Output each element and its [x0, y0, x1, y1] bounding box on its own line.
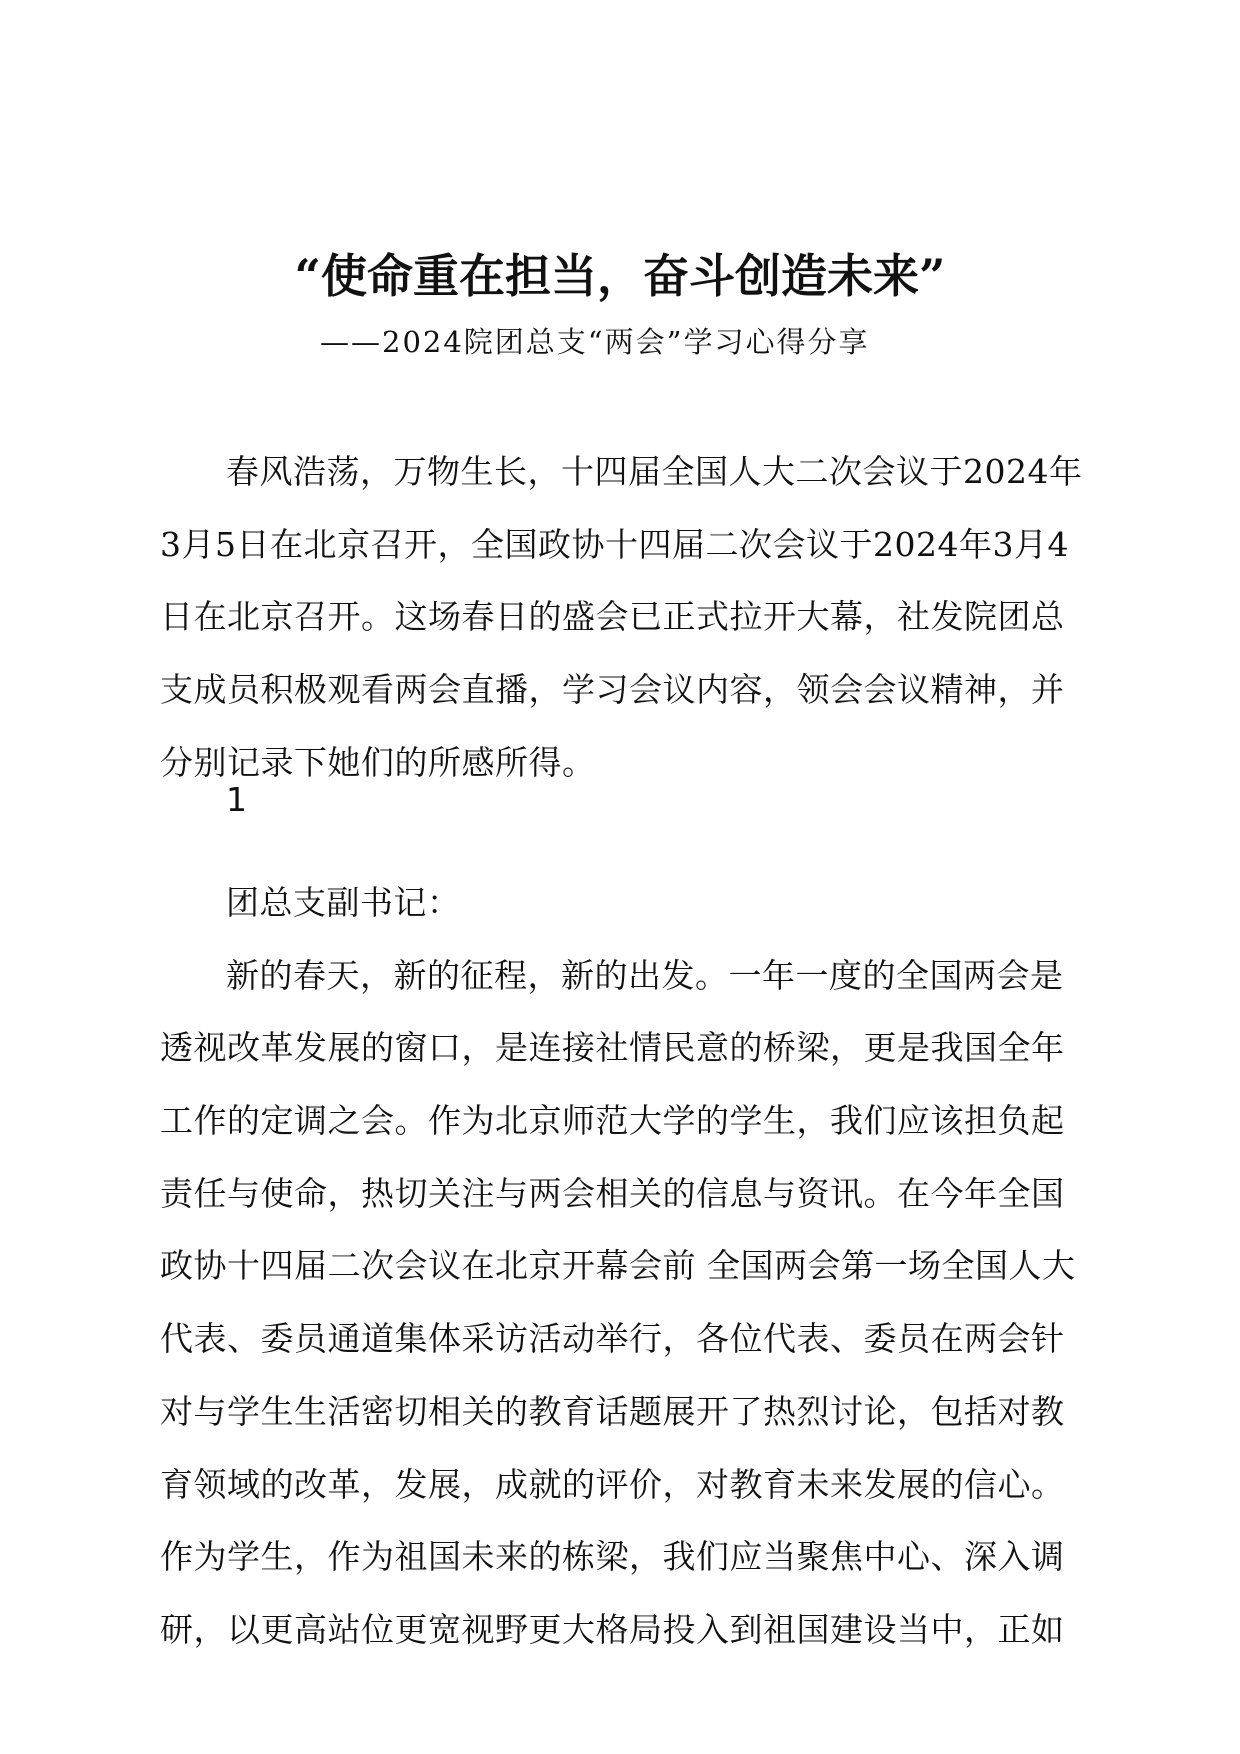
text-line: 日在北京召开。这场春日的盛会已正式拉开大幕，社发院团总: [160, 597, 1065, 637]
document-subtitle: ——2024院团总支“两会”学习心得分享: [320, 325, 870, 359]
section-number-block: [160, 764, 1080, 837]
text-line: 春风浩荡，万物生长，十四届全国人大二次会议于2024年: [226, 452, 1083, 491]
section-block: [160, 867, 1080, 1667]
text-line: 3月5日在北京召开，全国政协十四届二次会议于2024年3月4: [160, 524, 1069, 564]
section-heading: 团总支副书记：: [226, 883, 461, 922]
intro-paragraph: [160, 436, 1083, 799]
text-line: 透视改革发展的窗口，是连接社情民意的桥梁，更是我国全年: [160, 1028, 1065, 1068]
text-line: 育领域的改革，发展，成就的评价，对教育未来发展的信心。: [160, 1464, 1065, 1504]
section-number: 1: [226, 780, 248, 819]
text-line: 支成员积极观看两会直播，学习会议内容，领会会议精神，并: [160, 670, 1065, 710]
text-line: 代表、委员通道集体采访活动举行，各位代表、委员在两会针: [160, 1319, 1065, 1359]
text-line: 对与学生生活密切相关的教育话题展开了热烈讨论，包括对教: [160, 1391, 1065, 1431]
document-title: “使命重在担当，奋斗创造未来”: [294, 249, 946, 303]
text-line: 工作的定调之会。作为北京师范大学的学生，我们应该担负起: [160, 1101, 1065, 1141]
text-line: 新的春天，新的征程，新的出发。一年一度的全国两会是: [226, 955, 1064, 995]
text-line: 分别记录下她们的所感所得。: [160, 742, 596, 782]
text-line: 责任与使命，热切关注与两会相关的信息与资讯。在今年全国: [160, 1173, 1065, 1213]
text-line: 研，以更高站位更宽视野更大格局投入到祖国建设当中，正如: [160, 1609, 1065, 1649]
text-line: 作为学生，作为祖国未来的栋梁，我们应当聚焦中心、深入调: [160, 1537, 1065, 1577]
text-line: 政协十四届二次会议在北京开幕会前 全国两会第一场全国人大: [160, 1246, 1076, 1286]
